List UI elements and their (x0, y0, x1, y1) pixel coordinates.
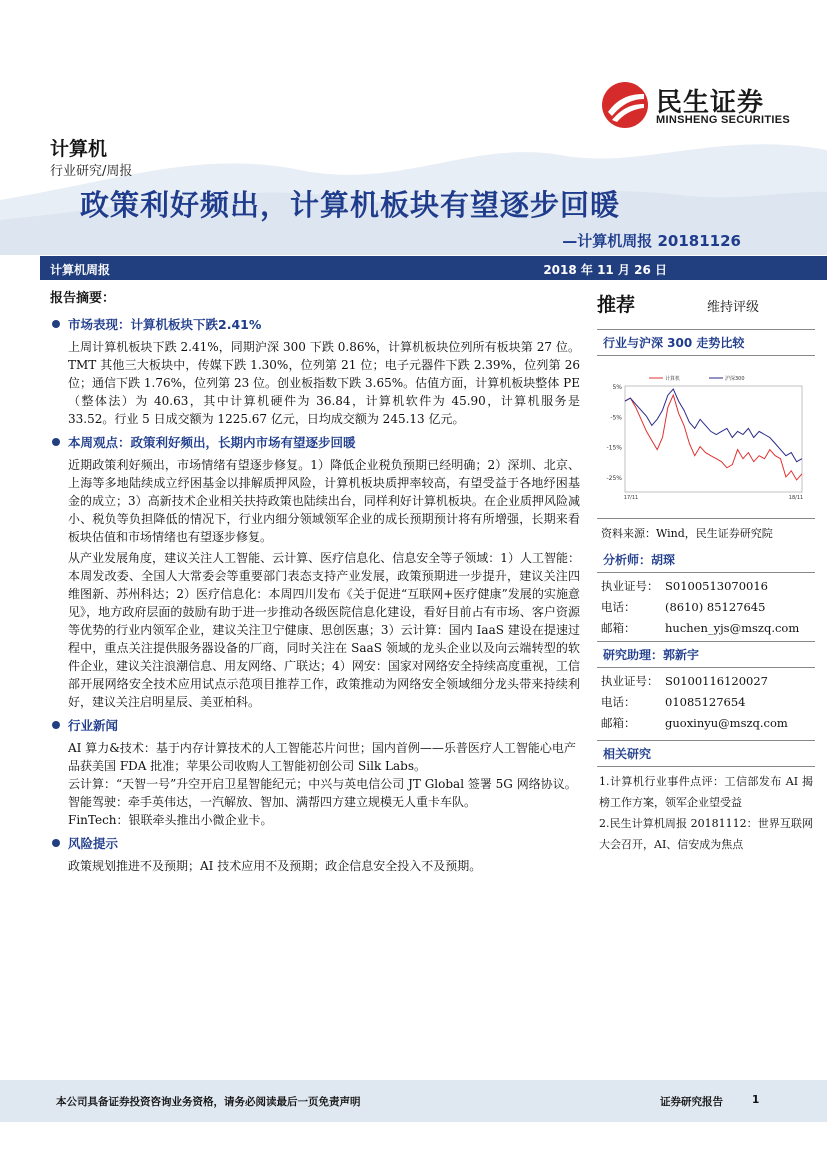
news-item: FinTech：银联牵头推出小微企业卡。 (68, 813, 273, 827)
trend-chart-svg (597, 374, 815, 504)
report-subtitle: —计算机周报 20181126 (562, 232, 741, 250)
assistant-heading: 研究助理：郭新宇 (597, 641, 815, 668)
series-line (625, 389, 802, 462)
analyst-row (597, 576, 815, 597)
rating-box (597, 290, 815, 330)
chart-heading: 行业与沪深 300 走势比较 (597, 330, 815, 356)
y-tick-label: -25% (606, 474, 622, 482)
analyst-heading: 分析师：胡琛 (597, 547, 815, 573)
value: 01085127654 (665, 695, 746, 709)
news-item: 智能驾驶：牵手英伟达，一汽解放、智加、满帮四方建立规模无人重卡车队。 (68, 795, 477, 809)
section-risk (50, 832, 580, 875)
related-item[interactable]: 1.计算机行业事件点评：工信部发布 AI 揭榜工作方案，领军企业望受益 (599, 775, 813, 809)
section-market (50, 313, 580, 428)
value: S0100513070016 (665, 579, 768, 593)
assistant-row (597, 671, 815, 692)
chart-source: 资料来源：Wind，民生证券研究院 (597, 518, 815, 547)
company-logo (600, 80, 800, 130)
report-title: 政策利好频出，计算机板块有望逐步回暖 (80, 188, 621, 222)
section-title: 风险提示 (68, 836, 119, 851)
value: (8610) 85127645 (665, 600, 766, 614)
key: 执业证号： (601, 674, 659, 688)
section-news (50, 714, 580, 829)
paragraph: 上周计算机板块下跌 2.41%，同期沪深 300 下跌 0.86%，计算机板块位列所有板块第 27 位。TMT 其他三大板块中，传媒下跌 1.30%，位列第 21 位；电子元器件下跌 2.39%，位列第 26 位；通信下跌 1.76%，位列第 23 位。创业板指数下跌 3.65%。估值方面，计算机板块整体 PE（整体法）为 40.63，其中计算机硬件为 36.84，计算机软件为 45.90，计算机服务是 33.52。行业 5 日成交额为 1225.67 亿元，日均成交额为 245.13 亿元。 (68, 340, 580, 426)
key: 邮箱： (601, 716, 636, 730)
assistant-row (597, 713, 815, 734)
legend-label: 沪深300 (725, 376, 745, 382)
footer-report-label: 证券研究报告 (660, 1096, 723, 1108)
plot-frame (625, 386, 802, 492)
key: 邮箱： (601, 621, 636, 635)
assistant-info (597, 668, 815, 734)
sidebar (597, 290, 815, 855)
bullet-icon (52, 721, 60, 729)
assistant-row (597, 692, 815, 713)
rating-label: 推荐 (597, 294, 636, 316)
news-item: 云计算：“天智一号”升空开启卫星智能纪元；中兴与英电信公司 JT Global 签署 5G 网络协议。 (68, 777, 577, 791)
industry-label: 计算机 (50, 138, 108, 160)
related-heading: 相关研究 (597, 740, 815, 767)
y-tick-label: -15% (606, 444, 622, 452)
section-title: 本周观点：政策利好频出，长期内市场有望逐步回暖 (68, 435, 356, 450)
key: 电话： (601, 695, 636, 709)
band-date: 2018 年 11 月 26 日 (543, 263, 667, 277)
y-tick-label: -5% (610, 414, 622, 422)
series-line (625, 395, 802, 480)
paragraph: 从产业发展角度，建议关注人工智能、云计算、医疗信息化、信息安全等子领域：1）人工智能：本周发改委、全国人大常委会等重要部门表态支持产业发展，政策预期进一步提升，建议关注四维图新、苏州科达；2）医疗信息化：本周四川发布《关于促进“互联网+医疗健康”发展的实施意见》，地方政府层面的鼓励有助于进一步推动各级医院信息化建设，看好目前占有市场、客户资源等优势的行业内领军企业，建议关注卫宁健康、思创医惠；3）云计算：国内 IaaS 建设在提速过程中，重点关注提供服务器设备的厂商，同时关注在 SaaS 领域的龙头企业以及向云端转型的软件企业，建议关注浪潮信息、用友网络、广联达；4）网安：国家对网络安全持续高度重视，工信部开展网络安全技术应用试点示范项目推荐工作，政策推动为网络安全领域细分龙头带来持续利好，建议关注启明星辰、美亚柏科。 (68, 551, 580, 709)
analyst-row (597, 618, 815, 639)
key: 执业证号： (601, 579, 659, 593)
related-list (597, 767, 815, 855)
bullet-icon (52, 839, 60, 847)
rating-note: 维持评级 (707, 300, 760, 315)
x-tick-label: 17/11 (623, 495, 639, 501)
analyst-info (597, 573, 815, 639)
risk-item: 政策规划推进不及预期；AI 技术应用不及预期；政企信息安全投入不及预期。 (68, 859, 482, 873)
value: S0100116120027 (665, 674, 768, 688)
assistant-email[interactable]: guoxinyu@mszq.com (665, 716, 788, 730)
legend-label: 计算机 (665, 376, 681, 382)
footer-disclaimer: 本公司具备证券投资咨询业务资格，请务必阅读最后一页免责声明 (56, 1096, 361, 1108)
key: 电话： (601, 600, 636, 614)
section-title: 市场表现：计算机板块下跌2.41% (68, 317, 262, 332)
section-title: 行业新闻 (68, 718, 119, 733)
news-item: AI 算力&技术：基于内存计算技术的人工智能芯片问世；国内首例——乐普医疗人工智能心电产品获美国 FDA 批准；苹果公司收购人工智能初创公司 Silk Labs。 (68, 741, 576, 773)
related-item[interactable]: 2.民生计算机周报 20181112：世界互联网大会召开，AI、信安成为焦点 (599, 817, 813, 851)
section-view (50, 431, 580, 711)
trend-chart (597, 374, 815, 504)
header-band (40, 256, 827, 280)
analyst-row (597, 597, 815, 618)
minsheng-logo-icon (600, 80, 650, 130)
band-report-name: 计算机周报 (50, 263, 111, 277)
logo-english-name: MINSHENG SECURITIES (656, 114, 791, 126)
main-content (50, 313, 580, 875)
logo-chinese-name: 民生证券 (656, 88, 765, 118)
y-tick-label: 5% (612, 384, 622, 391)
paragraph: 近期政策利好频出，市场情绪有望逐步修复。1）降低企业税负预期已经明确；2）深圳、北京、上海等多地陆续成立纾困基金以排解质押风险，计算机板块质押率较高，有望受益于各地纾困基金的成立；3）高新技术企业相关扶持政策也陆续出台，同样利好计算机板块。在企业质押风险减小、税负等负担降低的情况下，行业内细分领域领军企业的成长预期预计将有所增强，长期来看板块估值和市场情绪也有望逐步修复。 (68, 458, 580, 544)
page-number: 1 (752, 1094, 760, 1106)
footer (0, 1080, 827, 1122)
bullet-icon (52, 438, 60, 446)
analyst-email[interactable]: huchen_yjs@mszq.com (665, 621, 800, 635)
x-tick-label: 18/11 (788, 495, 804, 501)
bullet-icon (52, 320, 60, 328)
report-type: 行业研究/周报 (50, 164, 133, 179)
abstract-label: 报告摘要： (50, 291, 116, 306)
